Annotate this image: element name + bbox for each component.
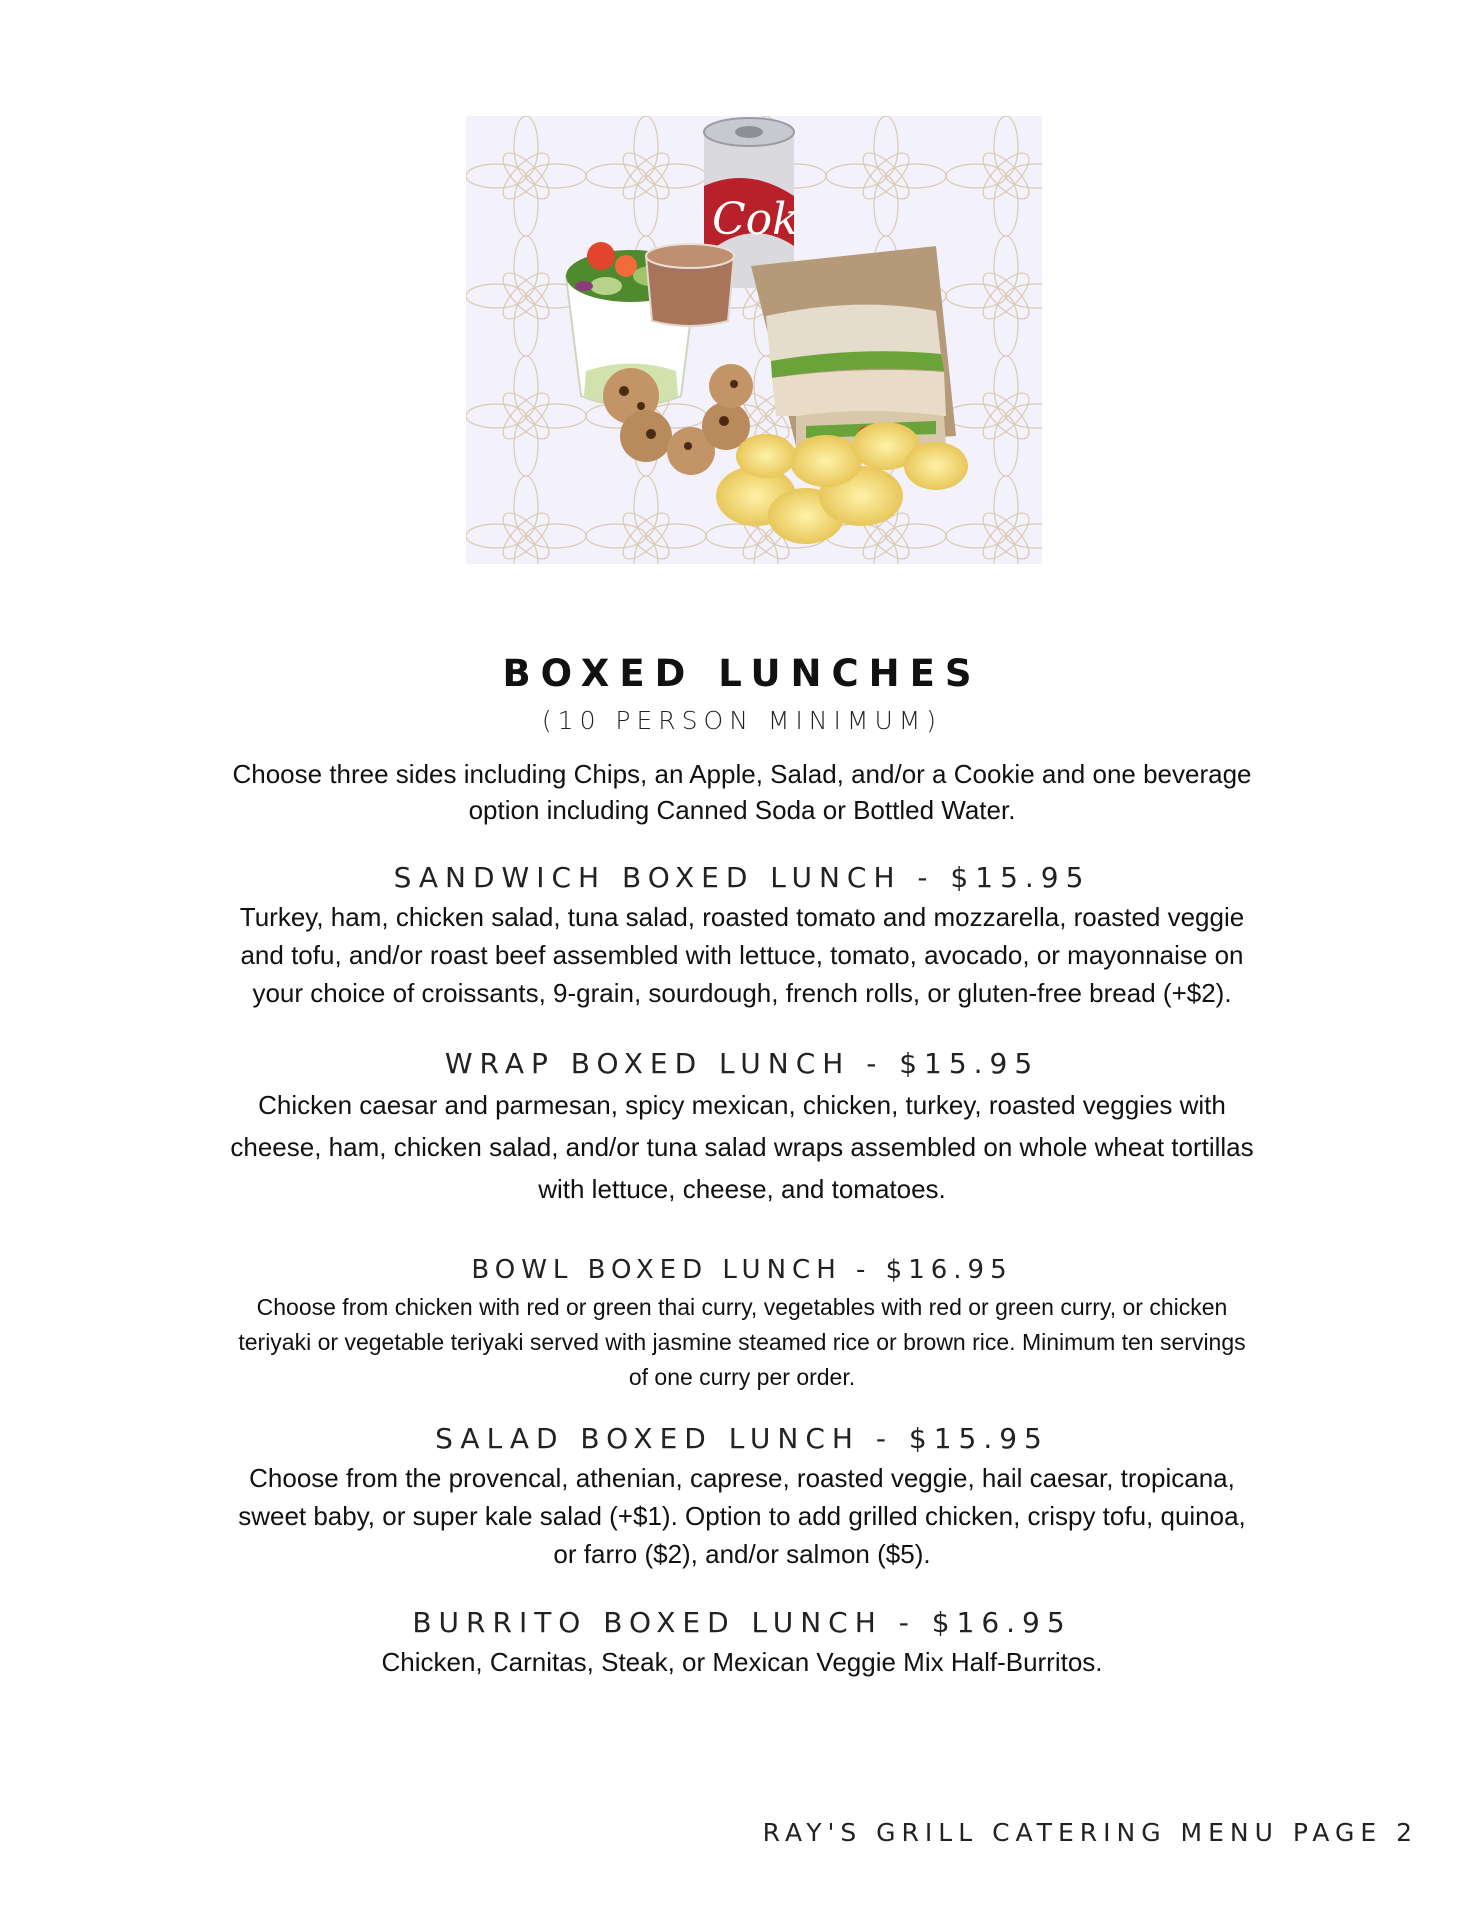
intro-text: Choose three sides including Chips, an Apple, Salad, and/or a Cookie and one beverage option including Canned Soda or Bottled Water. [232,759,1252,825]
menu-item-description: Choose from the provencal, athenian, caprese, roasted veggie, hail caesar, tropicana, sweet baby, or super kale salad (+$1). Option to add grilled chicken, crispy tofu, quinoa, or farro ($2), and/or salmon ($5). [238,1463,1246,1569]
menu-item-description: Turkey, ham, chicken salad, tuna salad, roasted tomato and mozzarella, roasted veggie and tofu, and/or roast beef assembled with lettuce, tomato, avocado, or mayonnaise on your choice of croissants, 9-grain, sourdough, french rolls, or gluten-free bread (+$2). [239,902,1245,1008]
page-footer: RAY'S GRILL CATERING MENU PAGE 2 [762,1818,1418,1847]
menu-item-bowl [0,1250,1484,1395]
menu-item-heading: WRAP BOXED LUNCH - $15.95 [444,1047,1040,1080]
minimum-note: (10 PERSON MINIMUM) [541,706,943,735]
menu-item-heading: SANDWICH BOXED LUNCH - $15.95 [393,861,1091,894]
section-title: BOXED LUNCHES [502,652,982,695]
menu-item-heading: BOWL BOXED LUNCH - $16.95 [471,1255,1013,1285]
menu-item-sandwich [0,858,1484,1012]
menu-item-description: Choose from chicken with red or green thai curry, vegetables with red or green curry, or chicken teriyaki or vegetable teriyaki served with jasmine steamed rice or brown rice. Minimum ten servings of one curry per order. [238,1294,1246,1390]
menu-item-description: Chicken caesar and parmesan, spicy mexican, chicken, turkey, roasted veggies with cheese, ham, chicken salad, and/or tuna salad wraps assembled on whole wheat tortillas with lettuce, cheese, and tomatoes. [230,1090,1254,1204]
boxed-lunch-photo [466,116,1042,564]
svg-text:Cok: Cok [712,194,799,245]
menu-item-heading: SALAD BOXED LUNCH - $15.95 [435,1422,1049,1455]
menu-item-description: Chicken, Carnitas, Steak, or Mexican Veggie Mix Half-Burritos. [381,1647,1103,1677]
dressing-cup [646,244,734,326]
menu-item-burrito [0,1603,1484,1681]
menu-item-salad [0,1419,1484,1573]
menu-item-heading: BURRITO BOXED LUNCH - $16.95 [412,1606,1072,1639]
menu-content [0,650,1484,1681]
menu-item-wrap [0,1044,1484,1210]
